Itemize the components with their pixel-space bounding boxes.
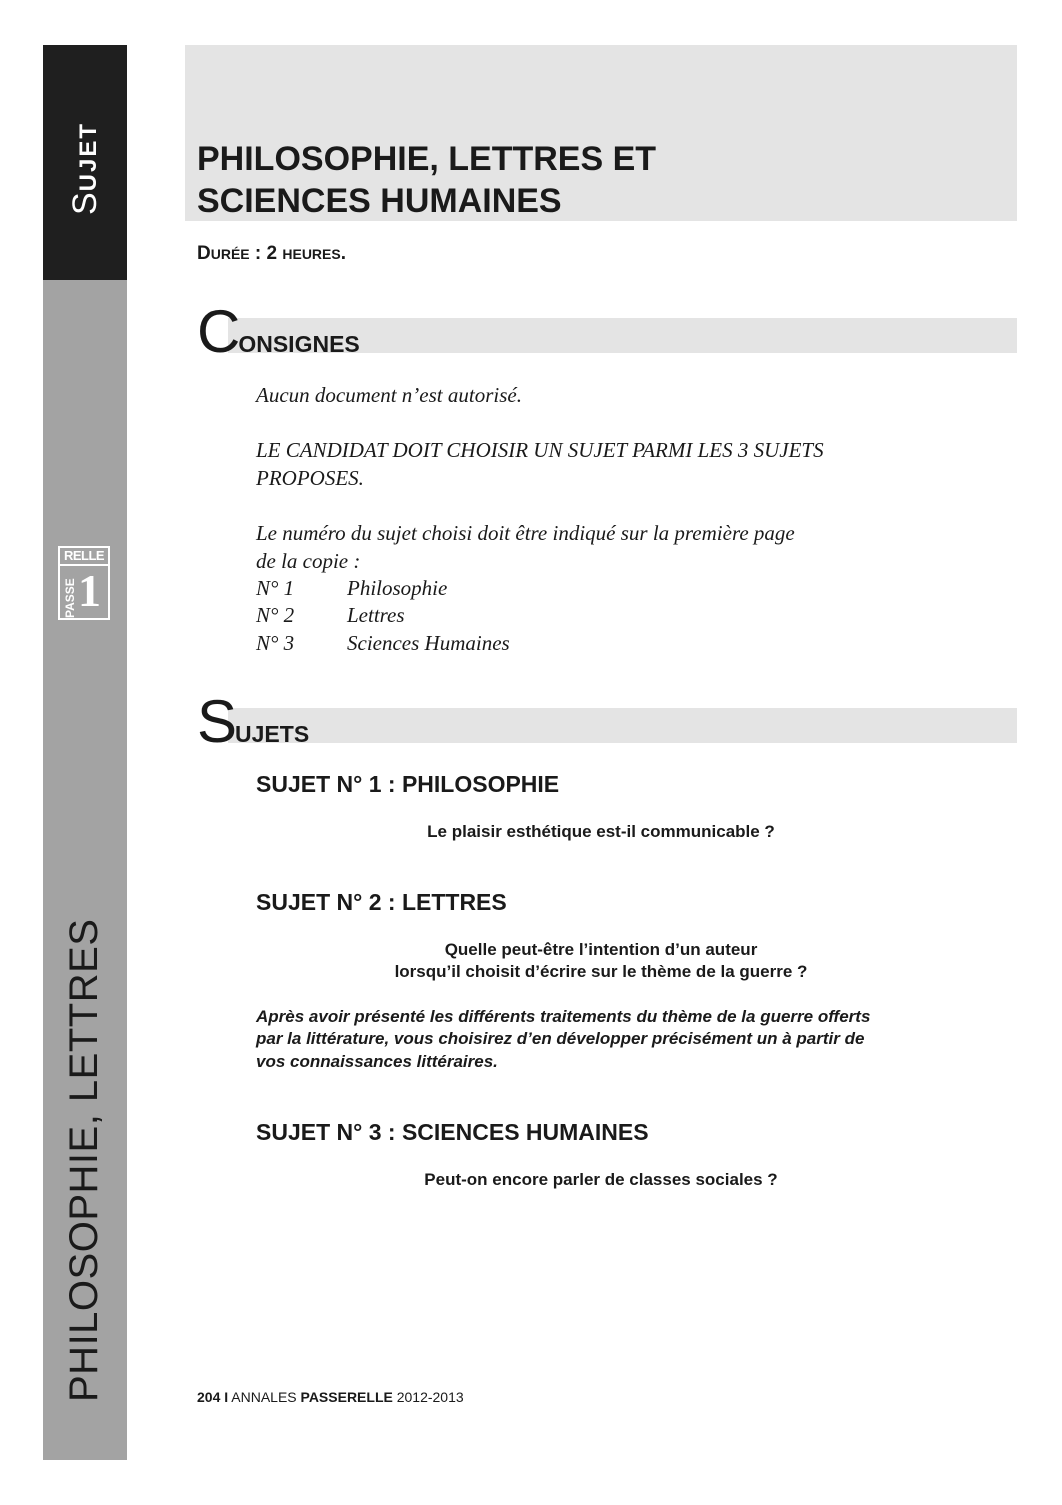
consigne-line: Le numéro du sujet choisi doit être indiqué sur la première page (256, 521, 795, 545)
subject-option (256, 631, 510, 656)
option-label: Lettres (347, 603, 405, 627)
duration (197, 243, 346, 265)
option-number: N° 3 (256, 631, 295, 655)
consigne-line: Aucun document n’est autorisé. (256, 383, 522, 407)
footer-passerelle: PASSERELLE (300, 1389, 393, 1405)
sujet-1-title: SUJET N° 1 : PHILOSOPHIE (256, 771, 560, 797)
sujets-heading (197, 688, 310, 755)
subject-option (256, 603, 405, 628)
duration-value: : 2 (249, 243, 283, 264)
subject-option (256, 576, 447, 601)
sidebar-sujet-rest: UJET (75, 121, 102, 192)
footer-page-number: 204 I (197, 1389, 229, 1405)
consignes-heading (197, 298, 360, 365)
logo-top-text: RELLE (60, 548, 108, 566)
sujet-2-question-line2: lorsqu’il choisit d’écrire sur le thème de la guerre ? (394, 962, 808, 981)
consigne-line: de la copie : (256, 549, 361, 573)
passerelle-logo (58, 546, 110, 620)
sujets-band (228, 708, 1017, 743)
sujet-2-instruction-line: Après avoir présenté les différents traitements du thème de la guerre offerts (256, 1007, 871, 1026)
sujets-rest: UJETS (235, 721, 310, 747)
sidebar-sujet-label (66, 122, 105, 215)
duration-dot: . (340, 243, 347, 264)
option-number: N° 2 (256, 603, 295, 627)
option-label: Philosophie (347, 576, 448, 600)
sujet-1-question: Le plaisir esthétique est-il communicable ? (427, 822, 775, 841)
duration-initial: D (197, 243, 211, 264)
option-label: Sciences Humaines (347, 631, 510, 655)
duration-unit: HEURES (282, 246, 341, 262)
logo-number: 1 (78, 565, 101, 616)
consigne-line: PROPOSES. (256, 466, 364, 490)
page-title (197, 138, 656, 222)
sujet-2-instruction-line: par la littérature, vous choisirez d’en développer précisément un à partir de (256, 1029, 865, 1048)
sujet-3-question: Peut-on encore parler de classes sociales ? (424, 1170, 778, 1189)
sujet-2-title: SUJET N° 2 : LETTRES (256, 889, 507, 915)
page-title-line1: PHILOSOPHIE, LETTRES ET (197, 140, 657, 178)
sujet-2-question-line1: Quelle peut-être l’intention d’un auteur (444, 940, 758, 959)
duration-word: URÉE (210, 246, 250, 262)
logo-side-text: PASSE (63, 578, 77, 618)
sujets-initial: S (197, 688, 236, 755)
sujet-2-instruction-line: vos connaissances littéraires. (256, 1052, 498, 1071)
consignes-initial: C (197, 298, 239, 365)
consigne-line: LE CANDIDAT DOIT CHOISIR UN SUJET PARMI LES 3 SUJETS (256, 438, 824, 462)
sujet-3-title: SUJET N° 3 : SCIENCES HUMAINES (256, 1119, 649, 1145)
consignes-rest: ONSIGNES (238, 331, 360, 357)
option-number: N° 1 (256, 576, 295, 600)
footer-annales: ANNALES (228, 1389, 301, 1405)
footer-years: 2012-2013 (392, 1389, 464, 1405)
sidebar-subject-label: PHILOSOPHIE, LETTRES (62, 918, 106, 1402)
page-footer (197, 1389, 464, 1405)
page-title-line2: SCIENCES HUMAINES (197, 182, 562, 220)
sidebar-sujet-initial: S (66, 191, 104, 215)
